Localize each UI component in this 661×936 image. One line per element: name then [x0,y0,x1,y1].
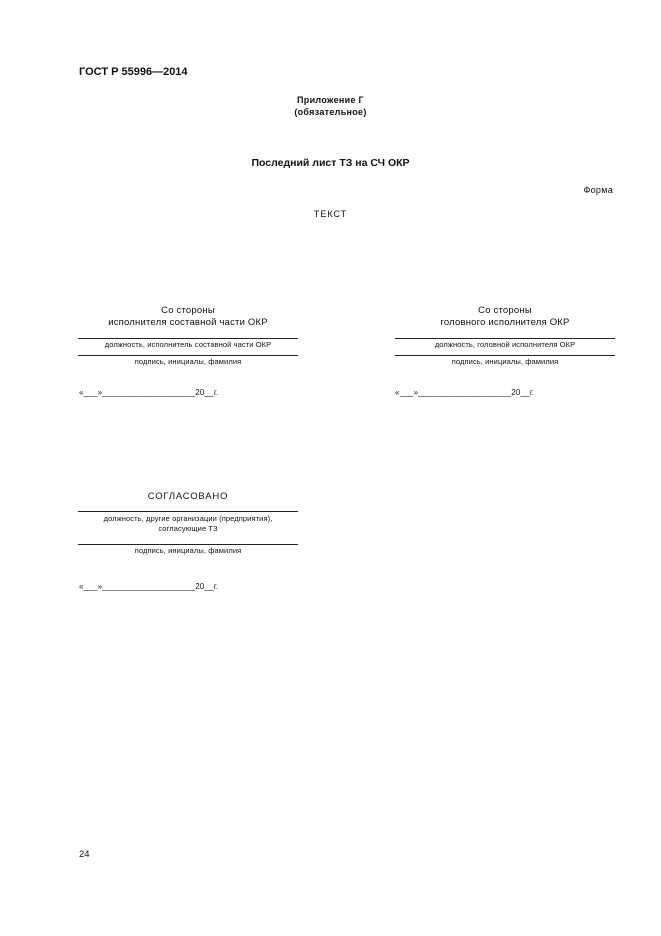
agreed-date: «___»____________________20__г. [79,582,219,591]
head-executor-position-line [395,338,615,339]
agreed-signature-line [78,544,298,545]
agreed-signature-caption: подпись, инициалы, фамилия [134,546,242,555]
executor-position-line [78,338,298,339]
document-title: Последний лист ТЗ на СЧ ОКР [251,157,410,169]
head-executor-position-caption: должность, головной исполнителя ОКР [434,340,576,349]
executor-date: «___»____________________20__г. [79,388,219,397]
agreed-header: СОГЛАСОВАНО [147,491,229,502]
executor-header-line1: Со стороны [161,305,215,316]
appendix-subtitle: (обязательное) [294,107,367,117]
appendix-title: Приложение Г [297,95,364,105]
executor-header-line2: исполнителя составной части ОКР [108,317,268,328]
executor-position-caption: должность, исполнитель составной части ОКР [104,340,272,349]
standard-number: ГОСТ Р 55996—2014 [79,66,188,78]
page-number: 24 [79,849,90,860]
head-executor-signature-block [395,305,615,367]
executor-signature-line [78,355,298,356]
head-executor-signature-line [395,355,615,356]
head-executor-header-line2: головного исполнителя ОКР [440,317,570,328]
forma-label: Форма [583,185,613,195]
agreed-position-caption-line1: должность, другие организации (предприятия), [103,514,273,523]
executor-signature-block [78,305,298,367]
agreed-signature-block [78,491,298,556]
agreed-position-caption-line2: согласующие ТЗ [158,524,218,533]
text-placeholder: ТЕКСТ [313,209,348,219]
head-executor-date: «___»____________________20__г. [395,388,535,397]
head-executor-signature-caption: подпись, инициалы, фамилия [451,357,559,366]
executor-signature-caption: подпись, инициалы, фамилия [134,357,242,366]
head-executor-header-line1: Со стороны [478,305,532,316]
agreed-position-line [78,511,298,512]
